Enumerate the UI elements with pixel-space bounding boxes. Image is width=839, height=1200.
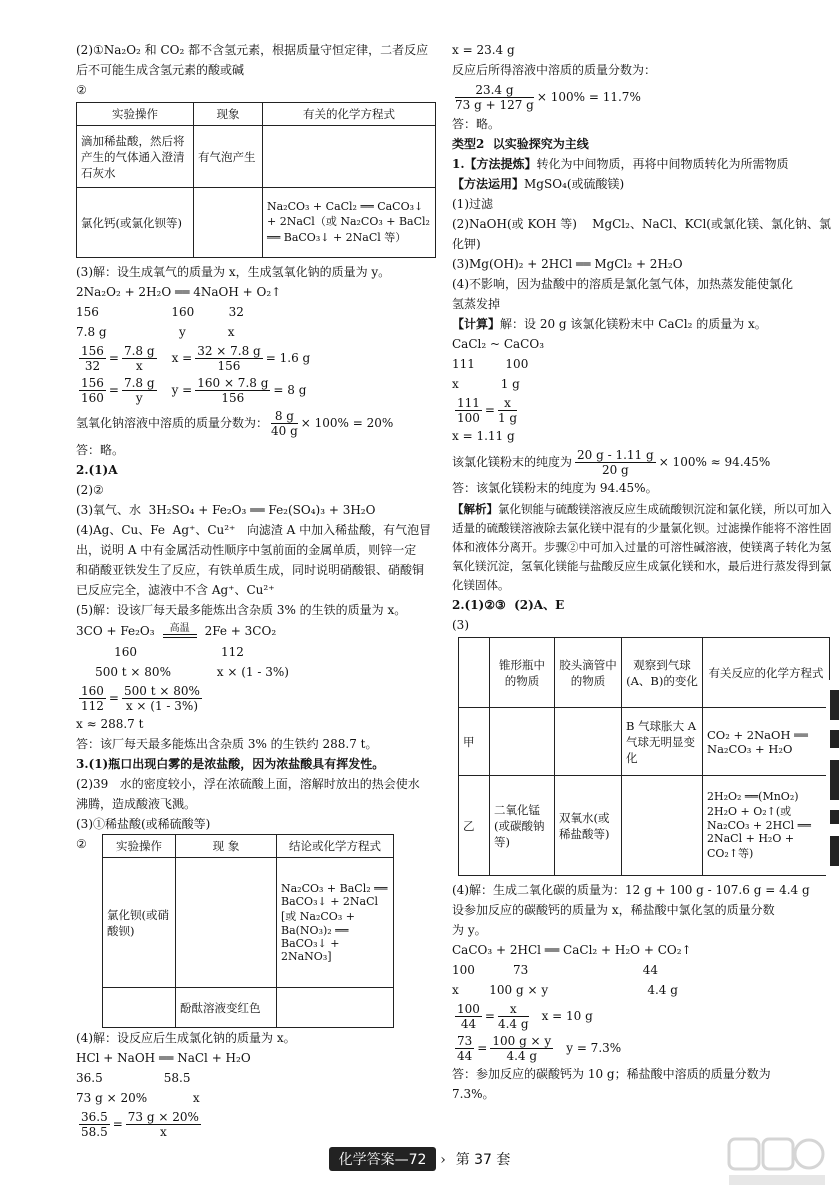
text-line: 答：略。 [76,443,125,457]
table-cell: CO₂ + 2NaOH ══ Na₂CO₃ + H₂O [703,708,830,776]
text: 转化为中间物质，再将中间物质转化为所需物质 [536,157,789,171]
equation: 2Na₂O₂ + 2H₂O ══ 4NaOH + O₂↑ [76,285,282,299]
text-line: (3)氧气、水 3H₂SO₄ + Fe₂O₃ ══ Fe₂(SO₄)₃ + 3H₂O [76,503,376,517]
equation-row: 160 112 [76,645,244,659]
table-cell: 2H₂O₂ ══(MnO₂) 2H₂O + O₂↑(或 Na₂CO₃ + 2HCl ══ 2NaCl + H₂O + CO₂↑等) [703,776,830,876]
equation: CaCO₃ + 2HCl ══ CaCl₂ + H₂O + CO₂↑ [452,943,692,957]
fraction: $\frac{160 \times 7.8 g}{156}$ [197,375,269,405]
label: 【解析】 [452,502,498,516]
left-column [76,40,436,1140]
text-line: ② [76,83,87,97]
text-line: (4)解：生成二氧化碳的质量为：12 g + 100 g - 107.6 g = 4.4 g [452,883,810,897]
table-cell [103,988,176,1028]
text-line: x = 1.11 g [452,429,515,443]
table-cell: 酚酞溶液变红色 [176,988,277,1028]
table-cell: 双氧水(或稀盐酸等) [555,776,622,876]
fraction: $\frac{156}{32}$ [81,343,104,373]
text-line: 后不可能生成含氢元素的酸或碱 [76,63,245,77]
proportion-row [76,406,436,440]
text: = 8 g [273,383,307,397]
text-line: 已反应完全，滤液中不含 Ag⁺、Cu²⁺ [76,583,275,597]
table-cell: 甲 [459,708,490,776]
fraction: $\frac{7.8 g}{y}$ [123,375,155,405]
text-line: 答：该厂每天最多能炼出含杂质 3% 的生铁约 288.7 t。 [76,737,378,751]
question-number: 2.(1)②③ (2)A、E [452,598,565,612]
table-cell [277,988,394,1028]
equation-row: x 1 g [452,377,520,391]
section-heading: 类型2 以实验探究为主线 [452,137,589,151]
table-cell: 氯化钡(或硝酸钡) [103,858,176,988]
text-line: x ≈ 288.7 t [76,717,144,731]
proportion-row [452,80,832,114]
text-line: (2)NaOH(或 KOH 等) MgCl₂、NaCl、KCl(或氯化镁、氯化钠、氯 [452,217,831,231]
text: × 100% = 11.7% [536,90,641,104]
fraction: $\frac{111}{100}$ [457,395,480,425]
table-cell [622,776,703,876]
equation-row: 73 g × 20% x [76,1091,200,1105]
fraction: $\frac{8 g}{40 g}$ [271,408,298,438]
table-cell: Na₂CO₃ + CaCl₂ ══ CaCO₃↓ + 2NaCl（或 Na₂CO₃ + BaCl₂ ══ BaCO₃↓ + 2NaCl 等） [263,188,436,258]
text-line: (2)② [76,483,104,497]
fraction: $\frac{156}{160}$ [81,375,104,405]
table-header: 有关的化学方程式 [263,103,436,126]
text: × 100% = 20% [300,416,394,430]
text-line [452,154,832,174]
equation-row: x 100 g × y 4.4 g [452,983,678,997]
table-cell: 乙 [459,776,490,876]
table-header: 实验操作 [77,103,194,126]
label: 【方法运用】 [452,177,525,191]
fraction: $\frac{23.4 g}{73 g + 127 g}$ [455,82,534,112]
equation-row: 111 100 [452,357,529,371]
text: 2Fe + 3CO₂ [204,624,277,638]
label: 1.【方法提炼】 [452,157,537,171]
table-cell [263,126,436,188]
proportion-row: $\frac{160}{112}$ = $\frac{500 t \times 80\%}{x \times (1 - 3\%)}$ [81,683,200,713]
text-line: (3) [452,618,469,632]
table-cell [176,858,277,988]
table-cell: Na₂CO₃ + BaCl₂ ══ BaCO₃↓ + 2NaCl [或 Na₂CO₃ + Ba(NO₃)₂ ══ BaCO₃↓ + 2NaNO₃] [277,858,394,988]
text: x = 10 g [541,1009,593,1023]
text-line: 出，说明 A 中有金属活动性顺序中氢前面的金属单质，则锌一定 [76,543,417,557]
analysis-text: 氯化钡能与硫酸镁溶液反应生成硫酸钡沉淀和氯化镁，所以可加入适量的硫酸镁溶液除去氯化镁中混有的少量氯化钡。过滤操作能将不溶性固体和液体分离开。步骤②中可加入过量的可溶性碱溶液，使镁离子转化为氢氧化镁沉淀，氢氧化镁能与盐酸反应生成氯化镁和水，最后进行蒸发得到氯化镁固体。 [452,502,832,592]
text-line: 答：该氯化镁粉末的纯度为 94.45%。 [452,481,658,495]
text-line: 和硝酸亚铁发生了反应，有铁单质生成，同时说明硝酸银、硝酸铜 [76,563,425,577]
fraction: $\frac{20 g - 1.11 g}{20 g}$ [577,447,654,477]
proportion-row: $\frac{100}{44}$ = $\frac{x}{4.4 g}$ x = 10 g [457,1001,593,1031]
text: 解：设 20 g 该氯化镁粉末中 CaCl₂ 的质量为 x。 [500,317,767,331]
text: y = [171,383,193,397]
text: × 100% ≈ 94.45% [658,455,771,469]
page-number-label: 化学答案—72 [329,1147,437,1171]
question-number: 2.(1)A [76,463,118,477]
proportion-row: $\frac{36.5}{58.5}$ = $\frac{73 g \times 20\%}{x}$ [81,1109,199,1139]
text-line: 设参加反应的碳酸钙的质量为 x，稀盐酸中氯化氢的质量分数 [452,903,775,917]
text: y = 7.3% [566,1041,622,1055]
set-number: 第 37 套 [455,1152,511,1168]
experiment-table-3 [458,637,830,876]
text: = 1.6 g [265,351,311,365]
equation [76,620,436,642]
text-line: (3)解：设生成氧气的质量为 x，生成氢氧化钠的质量为 y。 [76,265,391,279]
text-line: 答：参加反应的碳酸钙为 10 g；稀盐酸中溶质的质量分数为 [452,1067,771,1081]
text-line [452,174,832,194]
text-line: x = 23.4 g [452,43,515,57]
table-cell: B 气球胀大 A 气球无明显变化 [622,708,703,776]
fraction: $\frac{36.5}{58.5}$ [81,1109,108,1139]
fraction: $\frac{500 t \times 80\%}{x \times (1 - 3\%)}$ [123,683,200,713]
text-line: 答：略。 [452,117,501,131]
analysis-block [452,500,832,595]
equation-row: 7.8 g y x [76,325,235,339]
right-column [452,40,832,1104]
label: 【计算】 [452,317,501,331]
proportion-row: $\frac{156}{32}$ = $\frac{7.8 g}{x}$ x = $\frac{32 \times 7.8 g}{156}$ = 1.6 g [81,343,311,373]
table-header: 观察到气球(A、B)的变化 [622,638,703,708]
table-cell: 滴加稀盐酸，然后将产生的气体通入澄清石灰水 [77,126,194,188]
equation-row: 100 73 44 [452,963,659,977]
text-line: ② [76,837,87,851]
fraction: $\frac{x}{1 g}$ [497,395,518,425]
fraction: $\frac{x}{4.4 g}$ [497,1001,529,1031]
table-cell: 有气泡产生 [194,126,263,188]
equation-row: 36.5 58.5 [76,1071,191,1085]
text-line: 为 y。 [452,923,487,937]
table-header: 现 象 [176,835,277,858]
text: x = [171,351,193,365]
table-cell [555,708,622,776]
fraction: $\frac{73}{44}$ [457,1033,473,1063]
table-header [459,638,490,708]
watermark-logo [727,1135,827,1190]
fraction: $\frac{32 \times 7.8 g}{156}$ [197,343,261,373]
text-line: 化钾) [452,237,481,251]
chevron-right-icon: › [440,1152,446,1168]
fraction: $\frac{100 g \times y}{4.4 g}$ [492,1033,552,1063]
page-edge-strip [826,680,839,880]
equation: HCl + NaOH ══ NaCl + H₂O [76,1051,251,1065]
text-line: (4)解：设反应后生成氯化钠的质量为 x。 [76,1031,296,1045]
fraction: $\frac{73 g \times 20\%}{x}$ [127,1109,199,1139]
text-line: (5)解：设该厂每天最多能炼出含杂质 3% 的生铁的质量为 x。 [76,603,407,617]
equation-row: 500 t × 80% x × (1 - 3%) [76,665,289,679]
table-header: 锥形瓶中的物质 [490,638,555,708]
question-number: 3.(1)瓶口出现白雾的是浓盐酸，因为浓盐酸具有挥发性。 [76,757,385,771]
fraction: $\frac{160}{112}$ [81,683,104,713]
equation: CaCl₂ ~ CaCO₃ [452,337,545,351]
text-line: (3)Mg(OH)₂ + 2HCl ══ MgCl₂ + 2H₂O [452,257,683,271]
text-line: (3)①稀盐酸(或稀硫酸等) [76,817,211,831]
text: 该氯化镁粉末的纯度为 [452,455,573,469]
table-header: 有关反应的化学方程式 [703,638,830,708]
table-cell: 二氧化锰(或碳酸钠等) [490,776,555,876]
table-header: 胶头滴管中的物质 [555,638,622,708]
text-line: 氢蒸发掉 [452,297,501,311]
text-line: 7.3%。 [452,1087,495,1101]
fraction: $\frac{7.8 g}{x}$ [123,343,155,373]
table-cell: 氯化钙(或氯化钡等) [77,188,194,258]
table-cell [490,708,555,776]
text: 氢氧化钠溶液中溶质的质量分数为： [76,416,269,430]
text: 3CO + Fe₂O₃ [76,624,155,638]
equation-row: 156 160 32 [76,305,244,319]
table-wrapper [76,834,436,1028]
text-line: (4)Ag、Cu、Fe Ag⁺、Cu²⁺ 向滤渣 A 中加入稀盐酸，有气泡冒 [76,523,432,537]
experiment-table-1 [76,102,436,258]
table-header: 实验操作 [103,835,176,858]
proportion-row: $\frac{111}{100}$ = $\frac{x}{1 g}$ [457,395,518,425]
proportion-row: $\frac{156}{160}$ = $\frac{7.8 g}{y}$ y = $\frac{160 \times 7.8 g}{156}$ = 8 g [81,375,307,405]
fraction: $\frac{100}{44}$ [457,1001,480,1031]
text-line [452,314,832,334]
reaction-arrow: 高温 [163,624,197,638]
proportion-row [452,446,832,478]
text-line: 反应后所得溶液中溶质的质量分数为： [452,63,657,77]
text-line: (1)过滤 [452,197,493,211]
experiment-table-2 [102,834,394,1028]
page-footer [0,1147,839,1171]
text-line: (2)①Na₂O₂ 和 CO₂ 都不含氢元素，根据质量守恒定律，二者反应 [76,43,429,57]
text-line: (2)39 水的密度较小，浮在浓硫酸上面，溶解时放出的热会使水 [76,777,420,791]
table-cell [194,188,263,258]
table-header: 现象 [194,103,263,126]
table-header: 结论或化学方程式 [277,835,394,858]
text-line: (4)不影响，因为盐酸中的溶质是氯化氢气体，加热蒸发能使氯化 [452,277,794,291]
text: MgSO₄(或硫酸镁) [524,177,625,191]
proportion-row: $\frac{73}{44}$ = $\frac{100 g \times y}{4.4 g}$ y = 7.3% [457,1033,622,1063]
text-line: 沸腾，造成酸液飞溅。 [76,797,197,811]
